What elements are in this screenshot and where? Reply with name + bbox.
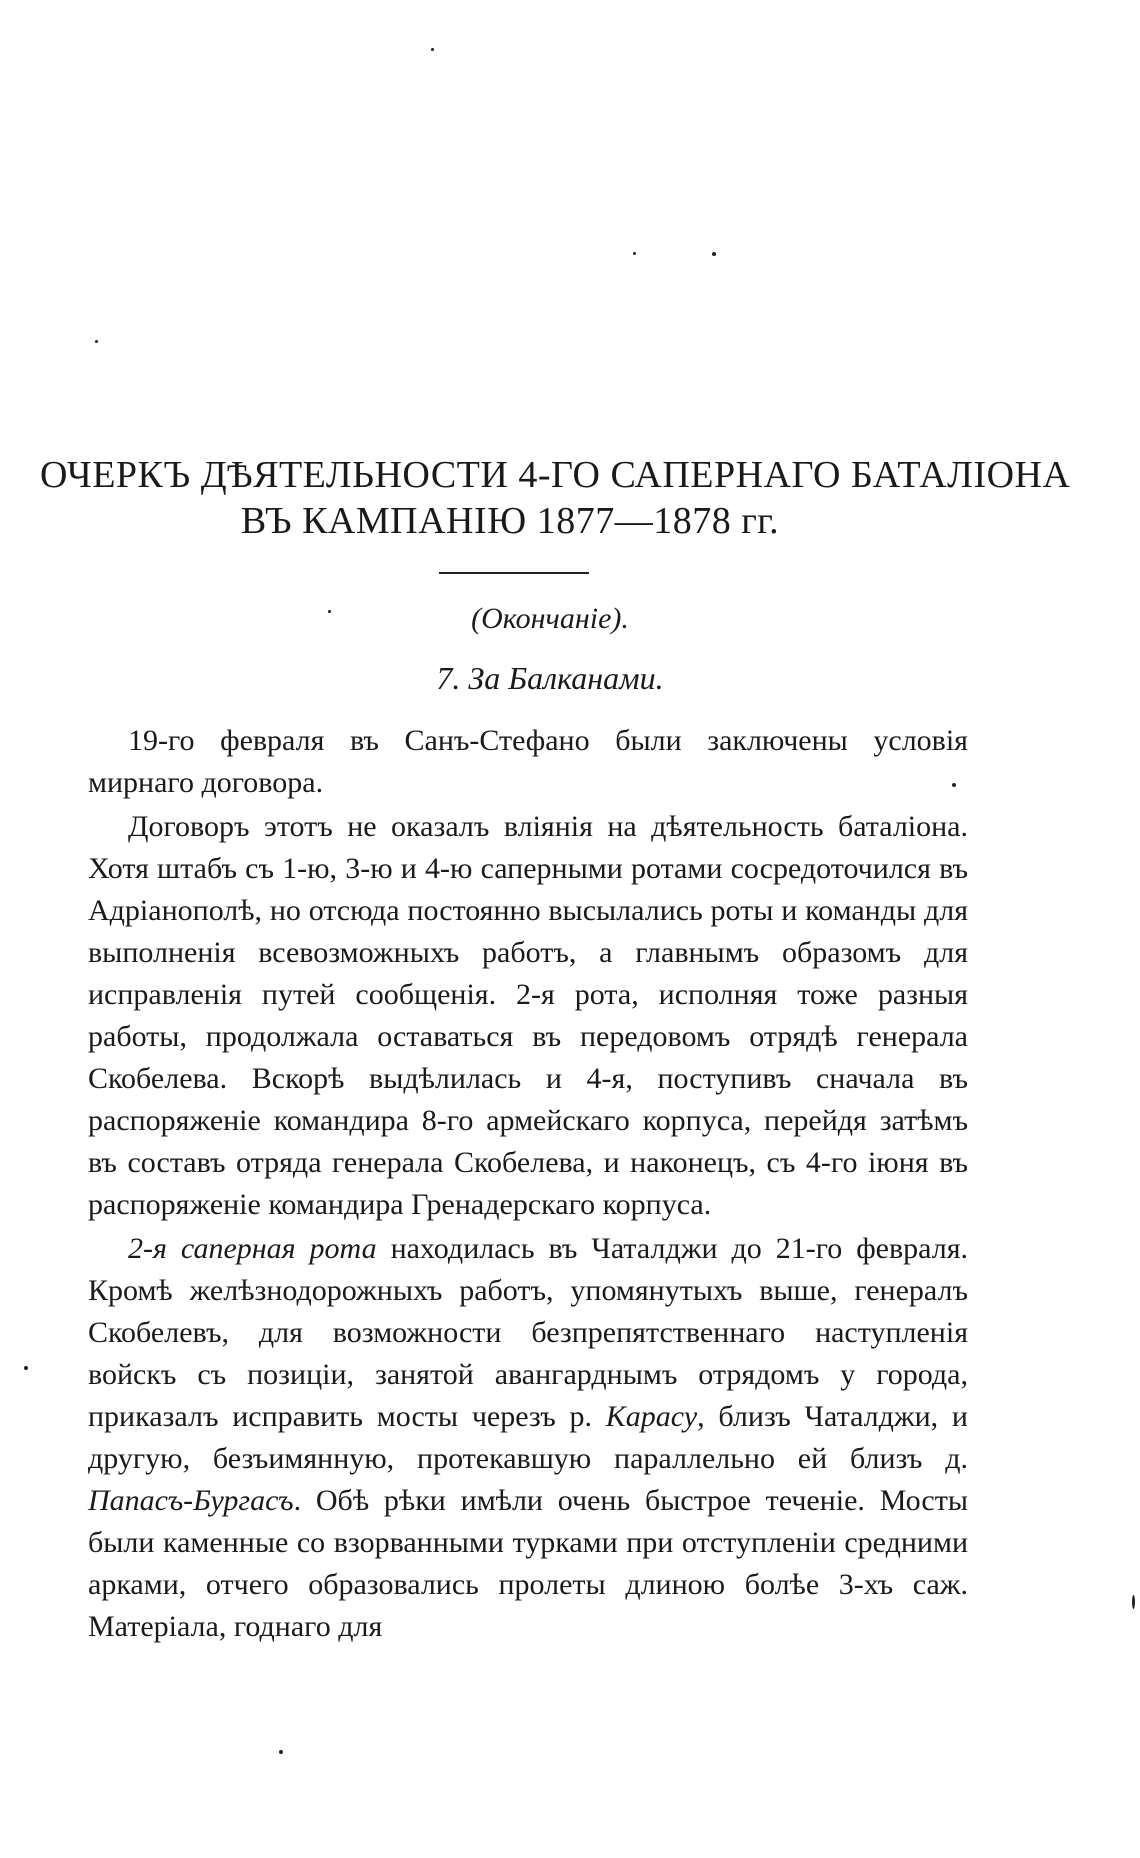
paragraph-1: 19-го февраля въ Санъ-Стефано были заключены условія мирнаго договора. bbox=[88, 724, 968, 799]
scan-speck bbox=[431, 48, 434, 51]
paragraph-3-text-b: , близъ Чаталджи, и другую, безъимянную, протекавшую параллельно ей близъ д. bbox=[88, 1400, 968, 1475]
scan-speck bbox=[24, 1366, 28, 1370]
paragraph-2: Договоръ этотъ не оказалъ вліянія на дѣятельность баталіона. Хотя штабъ съ 1-ю, 3-ю и 4-ю саперными ротами сосредоточился въ Адріанополѣ, но отсюда постоянно высылались роты и команды для выполненія всевозможныхъ работъ, а главнымъ образомъ для исправленія путей сообщенія. 2-я рота, исполняя тоже разныя работы, продолжала оставаться въ передовомъ отрядѣ генерала Скобелева. Вскорѣ выдѣлилась и 4-я, поступивъ сначала въ распоряженіе командира 8-го армейскаго корпуса, перейдя затѣмъ въ составъ отряда генерала Скобелева, и наконецъ, съ 4-го іюня въ распоряженіе командира Гренадерскаго корпуса. bbox=[88, 810, 968, 1221]
article-title-line-1: ОЧЕРКЪ ДѢЯТЕЛЬНОСТИ 4-ГО САПЕРНАГО БАТАЛІОНА bbox=[40, 454, 1071, 496]
company-name-italic: 2-я саперная рота bbox=[128, 1232, 377, 1265]
paragraph-3-text-c: . Обѣ рѣки имѣли очень быстрое теченіе. Мосты были каменные со взорванными турками при отступленіи средними арками, отчего образовались пролеты длиною болѣе 3-хъ саж. Матеріала, годнаго для bbox=[88, 1484, 968, 1643]
title-divider bbox=[439, 572, 589, 574]
body-text bbox=[88, 720, 968, 1648]
scan-speck bbox=[633, 252, 636, 255]
village-name-italic: Папасъ-Бургасъ bbox=[88, 1484, 294, 1517]
scan-speck bbox=[95, 340, 98, 343]
continuation-note: (Окончаніе). bbox=[471, 602, 629, 635]
section-heading: 7. За Балканами. bbox=[436, 660, 664, 696]
scan-speck bbox=[1132, 1595, 1135, 1609]
scan-speck bbox=[279, 1750, 283, 1754]
river-name-italic: Карасу bbox=[605, 1400, 698, 1433]
scan-speck bbox=[712, 252, 716, 256]
scan-speck bbox=[952, 783, 956, 787]
article-title-line-2: ВЪ КАМПАНІЮ 1877—1878 гг. bbox=[240, 500, 780, 542]
paragraph-3 bbox=[88, 1228, 968, 1648]
paragraph-3-text-a: находилась въ Чаталджи до 21-го февраля. Кромѣ желѣзнодорожныхъ работъ, упомянутыхъ выше, генералъ Скобелевъ, для возможности безпрепятственнаго наступленія войскъ съ позиціи, занятой авангарднымъ отрядомъ у города, приказалъ исправить мосты черезъ р. bbox=[88, 1232, 968, 1433]
scan-speck bbox=[328, 610, 331, 613]
